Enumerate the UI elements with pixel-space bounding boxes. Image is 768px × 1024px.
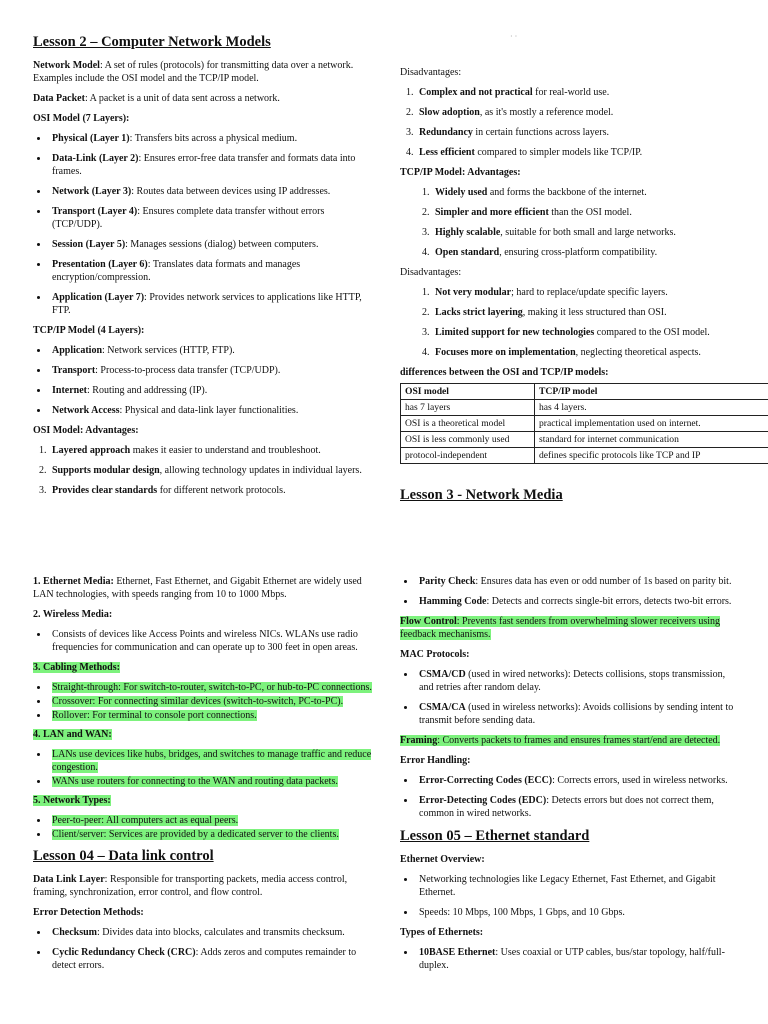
list-item: 3. Provides clear standards for different network protocols. (49, 484, 373, 497)
wireless-list (33, 628, 373, 654)
list-item: 2. Lacks strict layering, making it less structured than OSI. (432, 306, 768, 319)
list-item: 2. Supports modular design, allowing technology updates in individual layers. (49, 464, 373, 477)
list-item: 1. Complex and not practical for real-world use. (416, 86, 768, 99)
list-item: 3. Redundancy in certain functions across layers. (416, 126, 768, 139)
list-item: • Network (Layer 3): Routes data between devices using IP addresses. (49, 185, 373, 198)
list-item: • Crossover: For connecting similar devices (switch-to-switch, PC-to-PC). (49, 695, 373, 708)
list-item: 4. Open standard, ensuring cross-platform compatibility. (432, 246, 768, 259)
osi-heading: OSI Model (7 Layers): (33, 113, 130, 124)
tcpip-layer-list (33, 344, 373, 417)
list-item: • Transport: Process-to-process data transfer (TCP/UDP). (49, 364, 373, 377)
list-item: • Data-Link (Layer 2): Ensures error-free data transfer and formats data into frames. (49, 152, 373, 178)
list-item: • WANs use routers for connecting to the WAN and routing data packets. (49, 775, 373, 788)
tcp-disadv-heading: Disadvantages: (400, 267, 462, 278)
table-cell: has 4 layers. (535, 400, 768, 416)
lesson2-title: Lesson 2 – Computer Network Models (33, 34, 271, 50)
table-row (401, 416, 768, 432)
list-item: • 10BASE Ethernet: Uses coaxial or UTP cables, bus/star topology, half/full-duplex. (416, 946, 740, 972)
osi-adv-heading: OSI Model: Advantages: (33, 425, 139, 436)
list-item: • Cyclic Redundancy Check (CRC): Adds zeros and computes remainder to detect errors. (49, 946, 373, 972)
list-item: 4. Focuses more on implementation, neglecting theoretical aspects. (432, 346, 768, 359)
mac-list (400, 668, 740, 727)
table-cell: OSI is less commonly used (401, 432, 535, 448)
diff-heading: differences between the OSI and TCP/IP models: (400, 367, 609, 378)
list-item: 2. Slow adoption, as it's mostly a reference model. (416, 106, 768, 119)
list-item: • Networking technologies like Legacy Ethernet, Fast Ethernet, and Gigabit Ethernet. (416, 873, 740, 899)
osi-disadv-heading: Disadvantages: (400, 67, 462, 78)
top-right-column (400, 66, 768, 512)
list-item: • Straight-through: For switch-to-router, switch-to-PC, or hub-to-PC connections. (49, 681, 373, 694)
list-item: 1. Layered approach makes it easier to understand and troubleshoot. (49, 444, 373, 457)
edm-list (33, 926, 373, 972)
list-item: • Application: Network services (HTTP, FTP). (49, 344, 373, 357)
list-item: • Network Access: Physical and data-link layer functionalities. (49, 404, 373, 417)
list-item: • Error-Correcting Codes (ECC): Corrects errors, used in wireless networks. (416, 774, 740, 787)
list-item: • Transport (Layer 4): Ensures complete data transfer without errors (TCP/UDP). (49, 205, 373, 231)
types-heading: 5. Network Types: (33, 795, 111, 806)
framing-def: Framing: Converts packets to frames and ensures frames start/end are detected. (400, 735, 721, 746)
table-cell: standard for internet communication (535, 432, 768, 448)
osi-disadv-list (400, 86, 768, 159)
list-item: • Checksum: Divides data into blocks, calculates and transmits checksum. (49, 926, 373, 939)
network-model-def: Network Model: A set of rules (protocols) for transmitting data over a network. Examples include the OSI model and the TCP/IP model. (33, 60, 354, 84)
lanwan-heading: 4. LAN and WAN: (33, 729, 112, 740)
osi-adv-list (33, 444, 373, 497)
edm-list-continued (400, 575, 740, 608)
list-item: • Internet: Routing and addressing (IP). (49, 384, 373, 397)
lesson3-title: Lesson 3 - Network Media (400, 487, 563, 503)
table-cell: practical implementation used on internet. (535, 416, 768, 432)
list-item: • LANs use devices like hubs, bridges, and switches to manage traffic and reduce congestion. (49, 748, 373, 774)
toe-list (400, 946, 740, 972)
list-item: • CSMA/CD (used in wired networks): Detects collisions, stops transmission, and retries after random delay. (416, 668, 740, 694)
diff-table (400, 383, 768, 464)
list-item: 4. Less efficient compared to simpler models like TCP/IP. (416, 146, 768, 159)
page-dots: · · (510, 32, 518, 41)
list-item: 3. Highly scalable, suitable for both small and large networks. (432, 226, 768, 239)
tcpip-heading: TCP/IP Model (4 Layers): (33, 325, 145, 336)
tcp-adv-list (400, 186, 768, 259)
table-row (401, 384, 768, 400)
list-item: • Rollover: For terminal to console port connections. (49, 709, 373, 722)
list-item: 2. Simpler and more efficient than the OSI model. (432, 206, 768, 219)
lesson5-title: Lesson 05 – Ethernet standard (400, 828, 590, 844)
list-item: • Peer-to-peer: All computers act as equal peers. (49, 814, 373, 827)
list-item: 3. Limited support for new technologies compared to the OSI model. (432, 326, 768, 339)
cabling-heading: 3. Cabling Methods: (33, 662, 120, 673)
flow-control-def: Flow Control: Prevents fast senders from overwhelming slower receivers using feedback mechanisms. (400, 616, 721, 640)
wireless-heading: 2. Wireless Media: (33, 609, 113, 620)
list-item: • Client/server: Services are provided by a dedicated server to the clients. (49, 828, 373, 841)
list-item: • Physical (Layer 1): Transfers bits across a physical medium. (49, 132, 373, 145)
list-item: • Hamming Code: Detects and corrects single-bit errors, detects two-bit errors. (416, 595, 740, 608)
data-packet-def: Data Packet: A packet is a unit of data sent across a network. (33, 93, 280, 104)
list-item: • Session (Layer 5): Manages sessions (dialog) between computers. (49, 238, 373, 251)
table-row (401, 448, 768, 464)
eh-list (400, 774, 740, 820)
osi-layer-list (33, 132, 373, 317)
mac-heading: MAC Protocols: (400, 649, 470, 660)
table-cell: has 7 layers (401, 400, 535, 416)
list-item: • Speeds: 10 Mbps, 100 Mbps, 1 Gbps, and 10 Gbps. (416, 906, 740, 919)
toe-heading: Types of Ethernets: (400, 927, 484, 938)
bottom-right-column (400, 575, 740, 979)
tcp-disadv-list (400, 286, 768, 359)
table-cell: defines specific protocols like TCP and IP (535, 448, 768, 464)
bottom-left-column (33, 575, 373, 979)
cabling-list (33, 681, 373, 722)
list-item: • Consists of devices like Access Points and wireless NICs. WLANs use radio frequencies for communication and can operate up to 300 feet in open areas. (49, 628, 373, 654)
edm-heading: Error Detection Methods: (33, 907, 144, 918)
list-item: 1. Widely used and forms the backbone of the internet. (432, 186, 768, 199)
table-cell: OSI is a theoretical model (401, 416, 535, 432)
eh-heading: Error Handling: (400, 755, 471, 766)
lanwan-list (33, 748, 373, 788)
list-item: • Error-Detecting Codes (EDC): Detects errors but does not correct them, common in wired networks. (416, 794, 740, 820)
lesson4-title: Lesson 04 – Data link control (33, 848, 214, 864)
types-list (33, 814, 373, 841)
table-cell: protocol-independent (401, 448, 535, 464)
eo-heading: Ethernet Overview: (400, 854, 485, 865)
dll-def: Data Link Layer: Responsible for transporting packets, media access control, framing, synchronization, error control, and flow control. (33, 874, 348, 898)
top-left-column (33, 33, 373, 504)
list-item: • Parity Check: Ensures data has even or odd number of 1s based on parity bit. (416, 575, 740, 588)
table-row (401, 400, 768, 416)
list-item: • Presentation (Layer 6): Translates data formats and manages encryption/compression. (49, 258, 373, 284)
ethernet-media-def: 1. Ethernet Media: Ethernet, Fast Ethernet, and Gigabit Ethernet are widely used LAN technologies, with speeds ranging from 10 to 1000 Mbps. (33, 576, 362, 600)
table-header: TCP/IP model (535, 384, 768, 400)
list-item: 1. Not very modular; hard to replace/update specific layers. (432, 286, 768, 299)
table-row (401, 432, 768, 448)
tcp-adv-heading: TCP/IP Model: Advantages: (400, 167, 521, 178)
list-item: • CSMA/CA (used in wireless networks): Avoids collisions by sending intent to transmit before sending data. (416, 701, 740, 727)
table-header: OSI model (401, 384, 535, 400)
eo-list (400, 873, 740, 919)
list-item: • Application (Layer 7): Provides network services to applications like HTTP, FTP. (49, 291, 373, 317)
